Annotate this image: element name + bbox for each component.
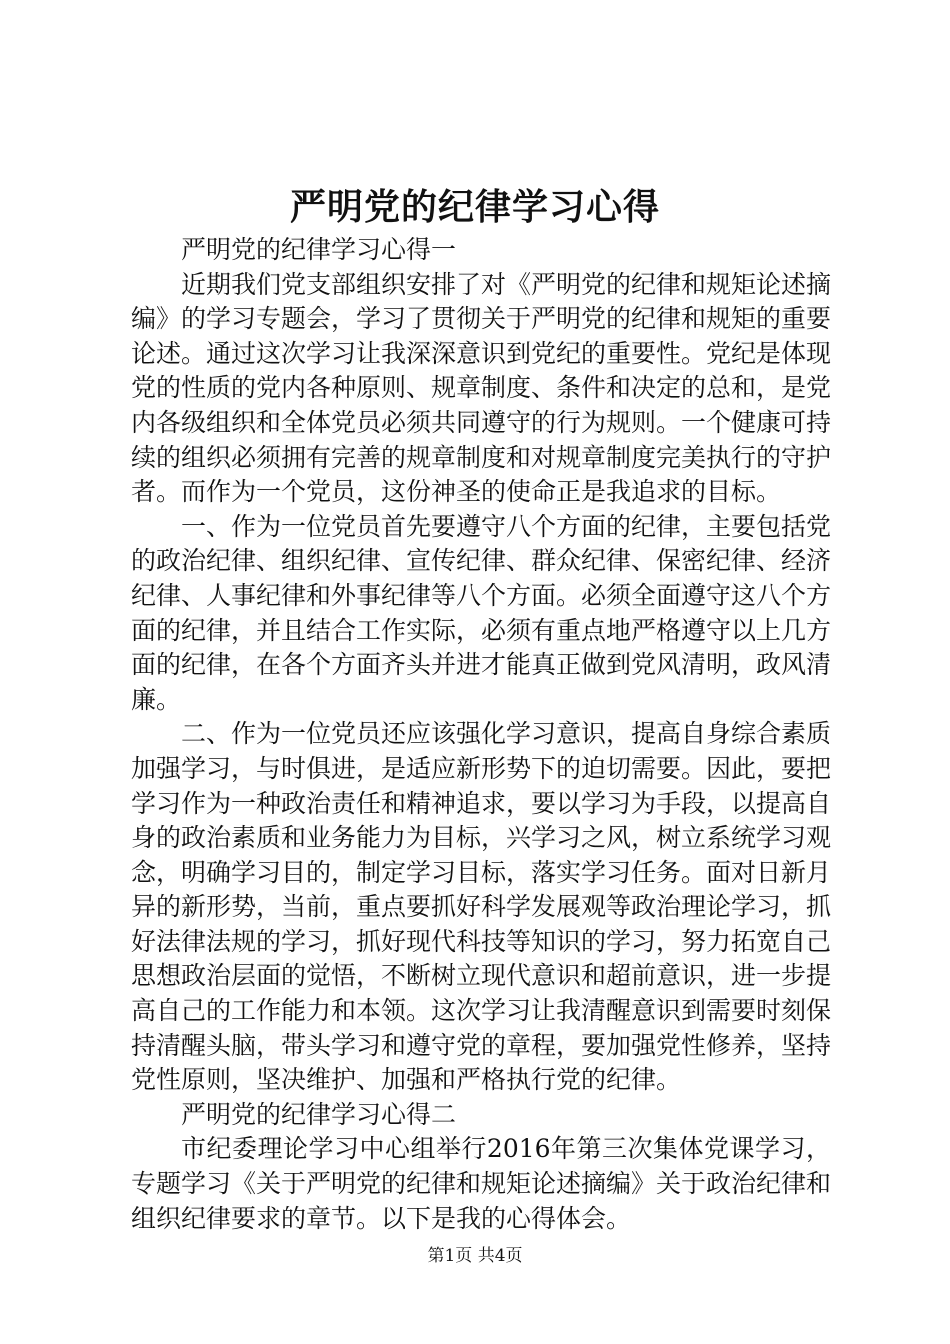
- paragraph: 近期我们党支部组织安排了对《严明党的纪律和规矩论述摘编》的学习专题会，学习了贯彻关于严明党的纪律和规矩的重要论述。通过这次学习让我深深意识到党纪的重要性。党纪是体现党的性质的党内各种原则、规章制度、条件和决定的总和，是党内各级组织和全体党员必须共同遵守的行为规则。一个健康可持续的组织必须拥有完善的规章制度和对规章制度完美执行的守护者。而作为一个党员，这份神圣的使命正是我追求的目标。: [131, 269, 832, 507]
- document-title: 严明党的纪律学习心得: [289, 186, 660, 228]
- section-heading-1: 严明党的纪律学习心得一: [181, 235, 457, 264]
- paragraph: 二、作为一位党员还应该强化学习意识，提高自身综合素质加强学习，与时俱进，是适应新形势下的迫切需要。因此，要把学习作为一种政治责任和精神追求，要以学习为手段，以提高自身的政治素质和业务能力为目标，兴学习之风，树立系统学习观念，明确学习目的，制定学习目标，落实学习任务。面对日新月异的新形势，当前，重点要抓好科学发展观等政治理论学习，抓好法律法规的学习，抓好现代科技等知识的学习，努力拓宽自己思想政治层面的觉悟，不断树立现代意识和超前意识，进一步提高自己的工作能力和本领。这次学习让我清醒意识到需要时刻保持清醒头脑，带头学习和遵守党的章程，要加强党性修养，坚持党性原则，坚决维护、加强和严格执行党的纪律。: [131, 719, 832, 1095]
- document-body: [131, 233, 831, 1236]
- section-heading-2: 严明党的纪律学习心得二: [181, 1099, 457, 1129]
- paragraph: 市纪委理论学习中心组举行2016年第三次集体党课学习，专题学习《关于严明党的纪律和规矩论述摘编》关于政治纪律和组织纪律要求的章节。以下是我的心得体会。: [131, 1134, 832, 1233]
- paragraph: 一、作为一位党员首先要遵守八个方面的纪律，主要包括党的政治纪律、组织纪律、宣传纪律、群众纪律、保密纪律、经济纪律、人事纪律和外事纪律等八个方面。必须全面遵守这八个方面的纪律，并且结合工作实际，必须有重点地严格遵守以上几方面的纪律，在各个方面齐头并进才能真正做到党风清明，政风清廉。: [131, 511, 832, 714]
- page-footer: 第1页 共4页: [427, 1246, 523, 1266]
